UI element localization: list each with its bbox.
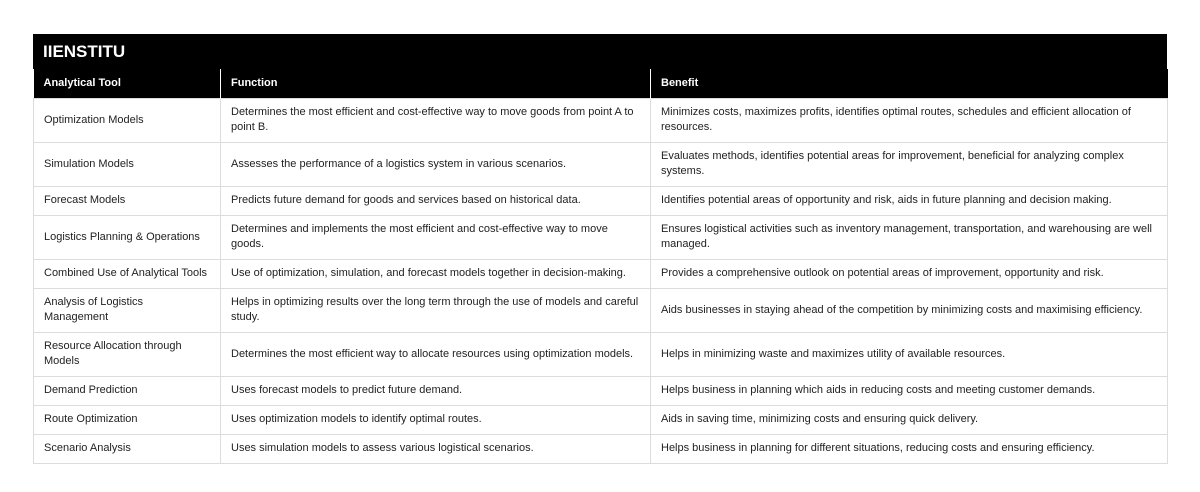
cell-tool: Analysis of Logistics Management bbox=[34, 288, 221, 332]
column-header-analytical-tool: Analytical Tool bbox=[34, 69, 221, 98]
cell-benefit: Minimizes costs, maximizes profits, identifies optimal routes, schedules and efficient allocation of resources. bbox=[651, 98, 1168, 142]
cell-function: Determines and implements the most efficient and cost-effective way to move goods. bbox=[221, 215, 651, 259]
column-header-benefit: Benefit bbox=[651, 69, 1168, 98]
table-row bbox=[34, 434, 1168, 463]
cell-tool: Combined Use of Analytical Tools bbox=[34, 259, 221, 288]
cell-tool: Scenario Analysis bbox=[34, 434, 221, 463]
table-row bbox=[34, 405, 1168, 434]
cell-benefit: Aids in saving time, minimizing costs and ensuring quick delivery. bbox=[651, 405, 1168, 434]
table-row bbox=[34, 288, 1168, 332]
table-row bbox=[34, 186, 1168, 215]
cell-tool: Simulation Models bbox=[34, 142, 221, 186]
table-row bbox=[34, 259, 1168, 288]
table-header-row bbox=[34, 69, 1168, 98]
cell-tool: Route Optimization bbox=[34, 405, 221, 434]
cell-benefit: Provides a comprehensive outlook on potential areas of improvement, opportunity and risk. bbox=[651, 259, 1168, 288]
table-container bbox=[33, 34, 1167, 464]
cell-function: Assesses the performance of a logistics system in various scenarios. bbox=[221, 142, 651, 186]
cell-tool: Demand Prediction bbox=[34, 376, 221, 405]
table-row bbox=[34, 376, 1168, 405]
data-table bbox=[33, 69, 1168, 464]
cell-benefit: Ensures logistical activities such as inventory management, transportation, and warehousing are well managed. bbox=[651, 215, 1168, 259]
cell-tool: Optimization Models bbox=[34, 98, 221, 142]
cell-benefit: Helps business in planning for different situations, reducing costs and ensuring efficiency. bbox=[651, 434, 1168, 463]
table-row bbox=[34, 332, 1168, 376]
cell-benefit: Helps business in planning which aids in reducing costs and meeting customer demands. bbox=[651, 376, 1168, 405]
cell-benefit: Evaluates methods, identifies potential areas for improvement, beneficial for analyzing complex systems. bbox=[651, 142, 1168, 186]
cell-function: Helps in optimizing results over the long term through the use of models and careful study. bbox=[221, 288, 651, 332]
cell-function: Predicts future demand for goods and services based on historical data. bbox=[221, 186, 651, 215]
cell-function: Uses forecast models to predict future demand. bbox=[221, 376, 651, 405]
cell-tool: Forecast Models bbox=[34, 186, 221, 215]
cell-function: Determines the most efficient way to allocate resources using optimization models. bbox=[221, 332, 651, 376]
cell-benefit: Identifies potential areas of opportunity and risk, aids in future planning and decision making. bbox=[651, 186, 1168, 215]
table-row bbox=[34, 142, 1168, 186]
column-header-function: Function bbox=[221, 69, 651, 98]
table-row bbox=[34, 215, 1168, 259]
cell-benefit: Helps in minimizing waste and maximizes utility of available resources. bbox=[651, 332, 1168, 376]
cell-benefit: Aids businesses in staying ahead of the competition by minimizing costs and maximising efficiency. bbox=[651, 288, 1168, 332]
cell-tool: Resource Allocation through Models bbox=[34, 332, 221, 376]
cell-function: Use of optimization, simulation, and forecast models together in decision-making. bbox=[221, 259, 651, 288]
table-row bbox=[34, 98, 1168, 142]
cell-tool: Logistics Planning & Operations bbox=[34, 215, 221, 259]
cell-function: Determines the most efficient and cost-effective way to move goods from point A to point B. bbox=[221, 98, 651, 142]
cell-function: Uses simulation models to assess various logistical scenarios. bbox=[221, 434, 651, 463]
cell-function: Uses optimization models to identify optimal routes. bbox=[221, 405, 651, 434]
brand-title: IIENSTITU bbox=[33, 34, 1167, 69]
